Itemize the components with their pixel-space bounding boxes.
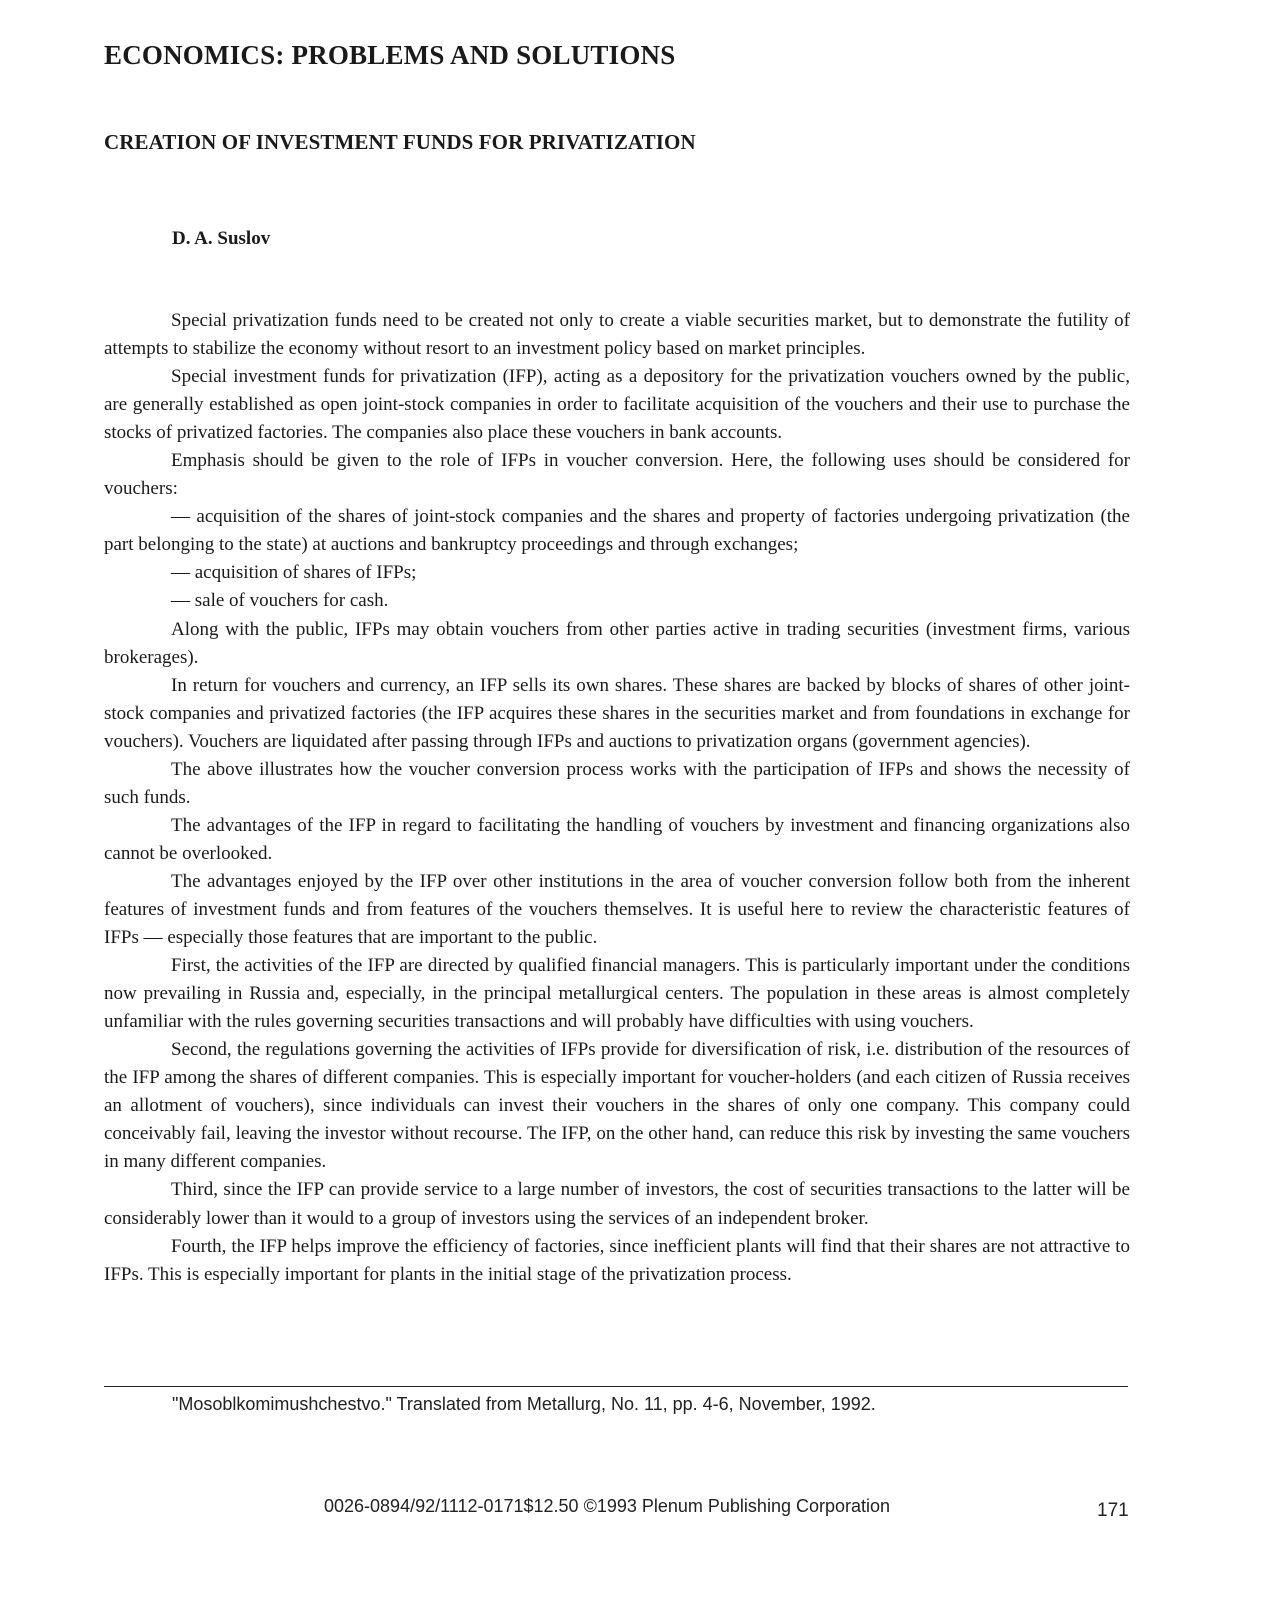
footnote-divider [104, 1386, 1128, 1387]
paragraph: Fourth, the IFP helps improve the efficiency of factories, since inefficient plants will find that their shares are not attractive to IFPs. This is especially important for plants in the initial stage of the privatization process. [104, 1235, 1130, 1285]
paragraph: Along with the public, IFPs may obtain vouchers from other parties active in trading securities (investment firms, various brokerages). [104, 618, 1130, 668]
page-number: 171 [1097, 1500, 1129, 1521]
paragraph: Emphasis should be given to the role of IFPs in voucher conversion. Here, the following uses should be considered for vouchers: [104, 450, 1130, 500]
footnote: "Mosoblkomimushchestvo." Translated from Metallurg, No. 11, pp. 4-6, November, 1992. [172, 1394, 876, 1414]
paragraph: The advantages of the IFP in regard to facilitating the handling of vouchers by investment and financing organizations also cannot be overlooked. [104, 814, 1130, 864]
list-item: — sale of vouchers for cash. [171, 590, 389, 612]
paragraph: In return for vouchers and currency, an IFP sells its own shares. These shares are backed by blocks of shares of other joint-stock companies and privatized factories (the IFP acquires these shares in the securities market and from foundations in exchange for vouchers). Vouchers are liquidated after passing through IFPs and auctions to privatization organs (government agencies). [104, 674, 1130, 752]
paragraph: The advantages enjoyed by the IFP over other institutions in the area of voucher conversion follow both from the inherent features of investment funds and from features of the vouchers themselves. It is useful here to review the characteristic features of IFPs — especially those features that are important to the public. [104, 870, 1130, 949]
article-title: CREATION OF INVESTMENT FUNDS FOR PRIVATIZATION [104, 130, 696, 154]
section-title: ECONOMICS: PROBLEMS AND SOLUTIONS [104, 40, 676, 70]
article-body [104, 307, 1130, 1289]
author-name: D. A. Suslov [172, 228, 271, 249]
paragraph: The above illustrates how the voucher conversion process works with the participation of IFPs and shows the necessity of such funds. [104, 758, 1130, 808]
list-item: — acquisition of the shares of joint-stock companies and the shares and property of factories undergoing privatization (the part belonging to the state) at auctions and bankruptcy proceedings and through exchanges; [104, 506, 1130, 556]
paragraph: Special investment funds for privatization (IFP), acting as a depository for the privatization vouchers owned by the public, are generally established as open joint-stock companies in order to facilitate acquisition of the vouchers and their use to purchase the stocks of privatized factories. The companies also place these vouchers in bank accounts. [104, 366, 1130, 444]
copyright-line: 0026-0894/92/1112-0171$12.50 ©1993 Plenum Publishing Corporation [324, 1496, 891, 1516]
list-item: — acquisition of shares of IFPs; [171, 562, 417, 584]
paragraph: First, the activities of the IFP are directed by qualified financial managers. This is particularly important under the conditions now prevailing in Russia and, especially, in the principal metallurgical centers. The population in these areas is almost completely unfamiliar with the rules governing securities transactions and will probably have difficulties with using vouchers. [104, 955, 1130, 1033]
paragraph: Third, since the IFP can provide service to a large number of investors, the cost of securities transactions to the latter will be considerably lower than it would to a group of investors using the services of an independent broker. [104, 1179, 1130, 1229]
paragraph: Special privatization funds need to be created not only to create a viable securities market, but to demonstrate the futility of attempts to stabilize the economy without resort to an investment policy based on market principles. [104, 310, 1130, 360]
paragraph: Second, the regulations governing the activities of IFPs provide for diversification of risk, i.e. distribution of the resources of the IFP among the shares of different companies. This is especially important for voucher-holders (and each citizen of Russia receives an allotment of vouchers), since individuals can invest their vouchers in the shares of only one company. This company could conceivably fail, leaving the investor without recourse. The IFP, on the other hand, can reduce this risk by investing the same vouchers in many different companies. [104, 1039, 1130, 1173]
